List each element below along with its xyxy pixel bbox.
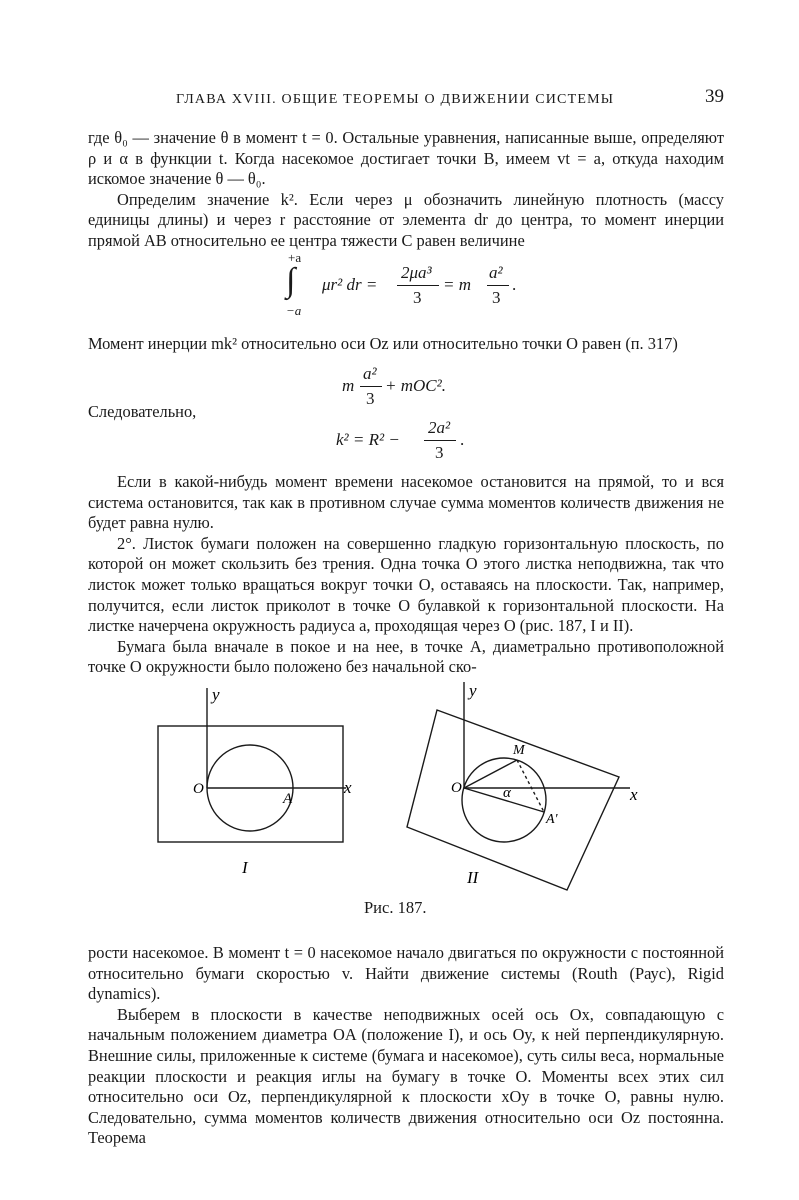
label-a: A (283, 791, 293, 807)
paragraph: 2°. Листок бумаги положен на совершенно гладкую горизонтальную плоскость, по которой он может скользить без трения. Одна точка O этого листка неподвижна, так что листок может только вращаться вокруг точки O, оставаясь на плоскости. Так, например, получится, если листок приколот в точке O булавкой к горизонтальной плоскости. На листке начерчена окружность радиуса a, проходящая через O (рис. 187, I и II). (88, 533, 724, 636)
fraction-numerator: 2a² (428, 418, 451, 437)
paragraph: Следовательно, (88, 402, 197, 421)
label-y: y (212, 685, 220, 704)
paper-rectangle (158, 726, 343, 842)
fraction-numerator: a² (489, 263, 503, 282)
label-o: O (193, 781, 204, 797)
formula-rest: + mOC². (385, 376, 446, 395)
integral-upper-limit: +a (288, 250, 302, 265)
figure-label: II (467, 868, 479, 887)
integral-sign: ∫ (286, 262, 296, 299)
mass-symbol: m (342, 376, 355, 395)
paragraph: Выберем в плоскости в качестве неподвижных осей ось Ox, совпадающую с начальным положением диаметра OA (положение I), и ось Oy, к ней перпендикулярную. Внешние силы, приложенные к системе (бумага и насекомое), суть силы веса, нормальные реакции плоскости и реакция иглы на бумагу в точке O. Моменты всех этих сил относительно оси Oz, перпендикулярной к плоскости xOy в точке O, равны нулю. Следовательно, сумма моментов количеств движения относительно оси Oz постоянна. Теорема (88, 1004, 724, 1148)
integral-lower-limit: −a (286, 303, 302, 318)
label-m: M (513, 743, 525, 758)
formula-period: . (460, 430, 465, 449)
label-y: y (469, 681, 477, 700)
figure-1 (158, 688, 346, 842)
figure-2 (407, 682, 630, 890)
fraction-denominator: 3 (366, 389, 375, 408)
figure-label: I (242, 858, 248, 877)
label-x: x (344, 778, 352, 797)
paragraph: где θ₀ — значение θ в момент t = 0. Остальные уравнения, написанные выше, определяют ρ и α в функции t. Когда насекомое достигает точки B, имеем vt = a, откуда находим искомое значение θ — θ₀. (88, 128, 724, 189)
chapter-title: ГЛАВА XVIII. ОБЩИЕ ТЕОРЕМЫ О ДВИЖЕНИИ СИСТЕМЫ (176, 92, 615, 107)
formula-period: . (512, 275, 517, 294)
chord-om (464, 760, 517, 788)
equals-m: = m (443, 275, 471, 294)
label-alpha: α (503, 785, 511, 801)
fraction-denominator: 3 (435, 443, 444, 462)
fraction-denominator: 3 (413, 288, 422, 307)
paragraph: Если в какой-нибудь момент времени насекомое остановится на прямой, то и вся система остановится, так как в противном случае сумма моментов количеств движения не будет равна нулю. (88, 472, 724, 533)
paragraph: Определим значение k². Если через μ обозначить линейную плотность (массу единицы длины) и через r расстояние от элемента dr до центра, то момент инерции прямой AB относительно ее центра тяжести C равен величине (88, 189, 724, 250)
formula-lhs: k² = R² − (336, 430, 400, 449)
paragraph: рости насекомое. В момент t = 0 насекомое начало двигаться по окружности с постоянной относительно бумаги скоростью v. Найти движение системы (Routh (Раус), Rigid dynamics). (88, 943, 724, 1004)
fraction-denominator: 3 (492, 288, 501, 307)
integrand: μr² dr = (322, 275, 378, 294)
label-a-prime: A' (546, 812, 558, 827)
text-block-5 (88, 943, 724, 1149)
page-number: 39 (705, 86, 724, 107)
paragraph: Бумага была вначале в покое и на нее, в точке A, диаметрально противоположной точке O окружности было положено без начальной ско- (88, 636, 724, 677)
fraction-numerator: 2μa³ (401, 263, 432, 282)
label-x: x (630, 785, 638, 804)
label-o: O (451, 780, 462, 796)
paragraph: Момент инерции mk² относительно оси Oz или относительно точки O равен (п. 317) (88, 334, 678, 353)
paper-rotated (407, 710, 619, 890)
figure-caption: Рис. 187. (364, 898, 427, 917)
fraction-numerator: a² (363, 364, 377, 383)
